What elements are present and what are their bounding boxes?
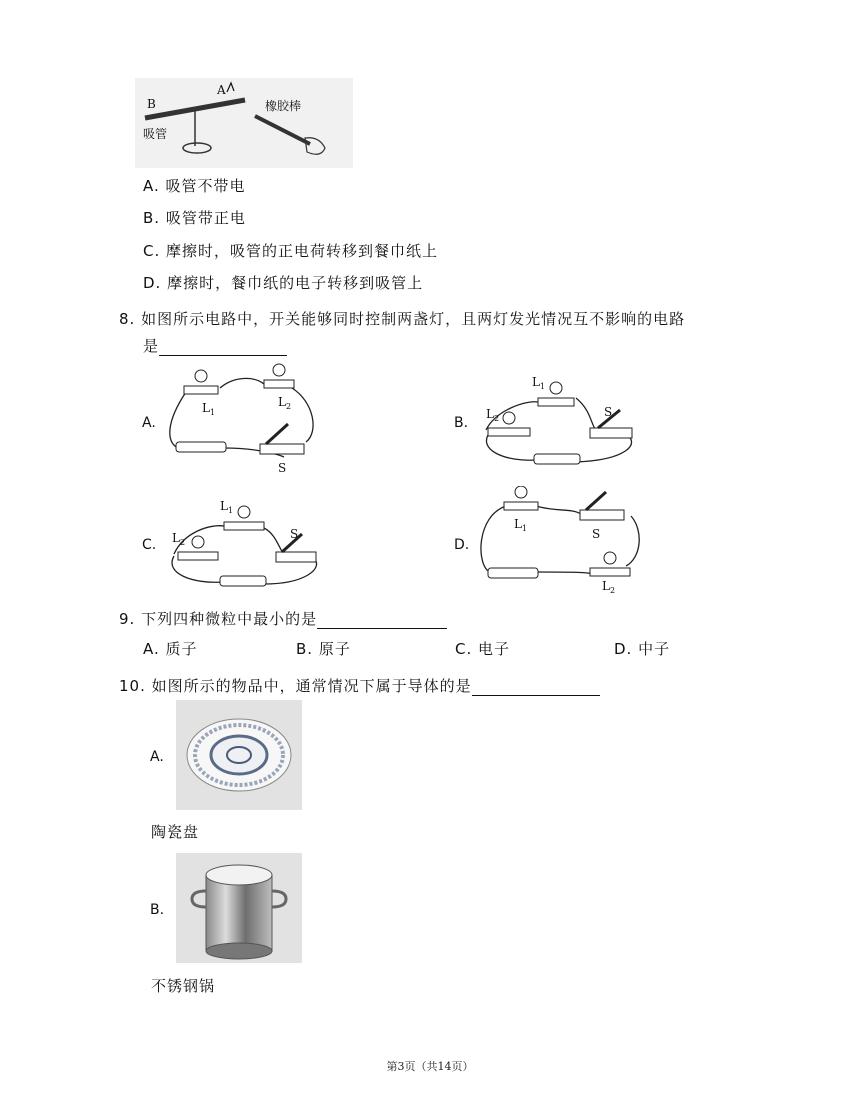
label-l2: L xyxy=(486,407,494,421)
label-s: S xyxy=(278,461,287,475)
q10-option-b: B. xyxy=(150,902,165,918)
answer-blank[interactable] xyxy=(317,612,447,629)
page-footer: 第3页（共14页） xyxy=(386,1060,474,1073)
q9-option-b: B. 原子 xyxy=(296,640,351,658)
svg-text:L1 xyxy=(220,499,233,515)
q7-option-b: B. 吸管带正电 xyxy=(143,209,246,227)
q8-option-d: D. xyxy=(454,537,470,553)
q8-stem-line2 xyxy=(143,336,287,356)
svg-text:L2 xyxy=(172,531,185,547)
q9-option-c: C. 电子 xyxy=(455,640,511,658)
q10-caption-a: 陶瓷盘 xyxy=(151,823,200,841)
q7-option-c: C. 摩擦时，吸管的正电荷转移到餐巾纸上 xyxy=(143,242,439,260)
svg-text:L2 xyxy=(486,407,499,423)
label-l2: L xyxy=(172,531,180,545)
q8-option-c: C. xyxy=(142,537,157,553)
svg-text:L1 xyxy=(514,517,527,533)
q8-option-b: B. xyxy=(454,415,469,431)
label-b: B xyxy=(147,97,156,111)
straw-rod-figure xyxy=(135,78,353,168)
label-s: S xyxy=(604,405,613,419)
q9-stem-text: 9. 下列四种微粒中最小的是 xyxy=(119,610,318,628)
label-l2-sub: 2 xyxy=(179,538,186,547)
svg-text:L1 xyxy=(532,375,545,391)
circuit-a xyxy=(164,362,324,477)
q9-option-d: D. 中子 xyxy=(614,640,671,658)
answer-blank[interactable] xyxy=(159,339,287,356)
svg-text:L2 xyxy=(602,579,615,595)
label-l1-sub: 1 xyxy=(227,506,234,515)
circuit-b xyxy=(476,370,644,470)
label-l1: L xyxy=(514,517,522,531)
label-l1-sub: 1 xyxy=(539,382,546,391)
label-a: A xyxy=(217,83,226,97)
q8-option-a: A. xyxy=(142,415,156,431)
circuit-c xyxy=(164,494,324,594)
svg-text:L1 xyxy=(202,401,215,417)
label-l2-sub: 2 xyxy=(285,402,292,411)
q10-option-a: A. xyxy=(150,749,164,765)
label-l1: L xyxy=(532,375,540,389)
label-straw: 吸管 xyxy=(143,127,168,141)
label-l2: L xyxy=(278,395,286,409)
q9-stem xyxy=(119,609,447,629)
label-l2: L xyxy=(602,579,610,593)
steel-pot-image xyxy=(176,853,302,963)
label-l1: L xyxy=(220,499,228,513)
q7-option-d: D. 摩擦时，餐巾纸的电子转移到吸管上 xyxy=(143,274,424,292)
q9-option-a: A. 质子 xyxy=(143,640,198,658)
label-s: S xyxy=(290,527,299,541)
q8-stem-line1: 8. 如图所示电路中，开关能够同时控制两盏灯，且两灯发光情况互不影响的电路 xyxy=(119,310,686,328)
label-l1: L xyxy=(202,401,210,415)
q8-stem-text: 是 xyxy=(143,337,160,355)
label-l2-sub: 2 xyxy=(493,414,500,423)
svg-text:L2 xyxy=(278,395,291,411)
label-l1-sub: 1 xyxy=(521,524,528,533)
label-l2-sub: 2 xyxy=(609,586,616,595)
ceramic-plate-image xyxy=(176,700,302,810)
answer-blank[interactable] xyxy=(472,679,600,696)
circuit-d xyxy=(476,486,644,598)
label-l1-sub: 1 xyxy=(209,408,216,417)
q10-stem xyxy=(119,676,600,696)
label-s: S xyxy=(592,527,601,541)
q7-option-a: A. 吸管不带电 xyxy=(143,177,246,195)
q10-stem-text: 10. 如图所示的物品中，通常情况下属于导体的是 xyxy=(119,677,472,695)
q10-caption-b: 不锈钢锅 xyxy=(151,977,216,995)
label-rod: 橡胶棒 xyxy=(265,99,302,113)
